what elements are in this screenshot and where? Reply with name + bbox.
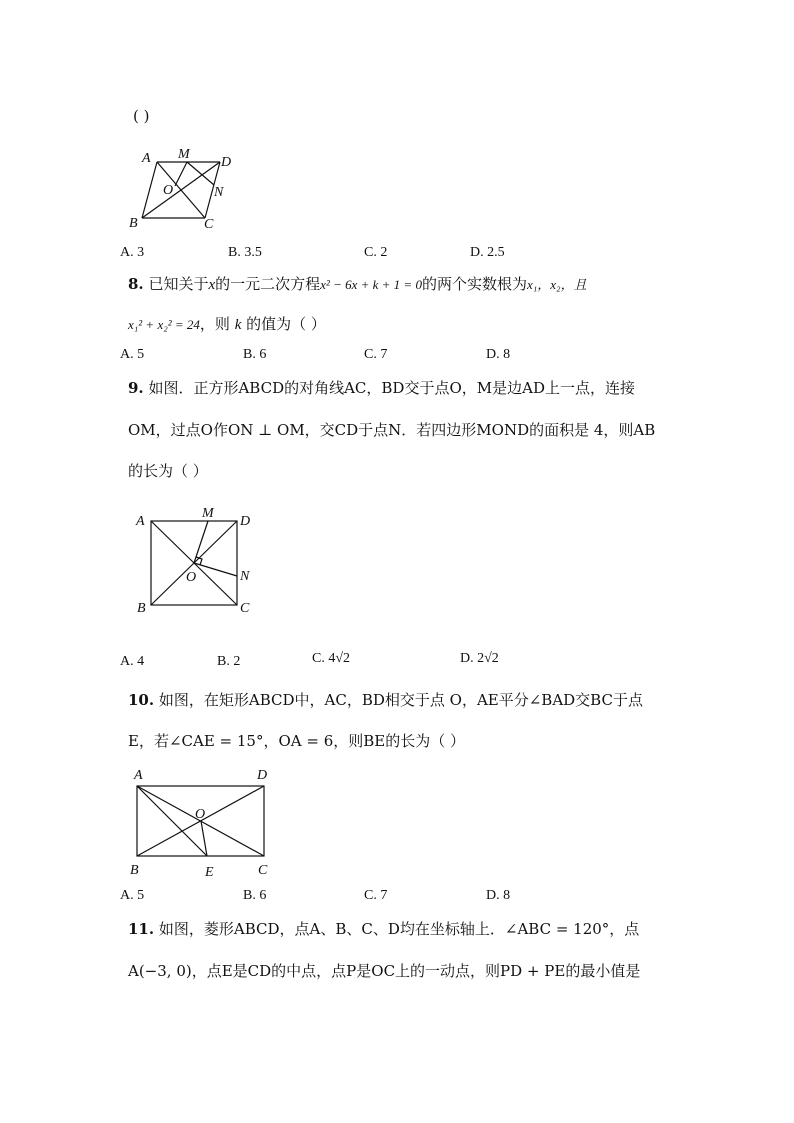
q9-number: 9. <box>128 379 144 397</box>
q8-line1 <box>128 274 587 295</box>
q8-condition: x₁² + x₂² = 24 <box>128 317 200 332</box>
q10-option-c[interactable]: C. 7 <box>364 888 388 903</box>
q8-text: 的值为（ ） <box>241 315 326 333</box>
q8-text: ，则 <box>199 315 235 333</box>
q9-label-m: M <box>202 506 214 521</box>
q9-option-a[interactable]: A. 4 <box>120 654 145 669</box>
q7-label-c: C <box>204 217 214 232</box>
q10-number: 10. <box>128 691 155 709</box>
q8-text: 的两个实数根为 <box>421 275 527 293</box>
q9-line1 <box>128 378 635 398</box>
q9-label-o: O <box>186 570 197 585</box>
q7-figure-parallelogram <box>120 140 250 235</box>
q7-diagonal-bd <box>142 162 220 218</box>
q10-option-a[interactable]: A. 5 <box>120 888 145 903</box>
q7-segment-mn <box>187 162 214 185</box>
q8-var-k: k <box>234 317 242 333</box>
q8-text: 的一元二次方程 <box>215 275 321 293</box>
q7-option-a[interactable]: A. 3 <box>120 245 145 260</box>
q10-label-c: C <box>258 863 268 878</box>
q9-label-n: N <box>240 569 250 584</box>
q8-line2 <box>128 314 326 335</box>
q7-side-ab <box>142 162 157 218</box>
q7-label-o: O <box>163 183 174 198</box>
q9-option-c[interactable]: C. 4√2 <box>312 651 351 666</box>
q9-text-line1: 如图．正方形ABCD的对角线AC，BD交于点O，M是边AD上一点，连接 <box>148 379 635 397</box>
q10-label-o: O <box>195 807 206 822</box>
q10-line1 <box>128 690 643 710</box>
q10-option-b[interactable]: B. 6 <box>243 888 267 903</box>
q10-figure-rectangle <box>125 762 285 884</box>
q7-segment-mo <box>175 162 187 186</box>
q9-text-line3: 的长为（ ） <box>128 462 208 480</box>
q8-option-b[interactable]: B. 6 <box>243 347 267 362</box>
q10-label-a: A <box>134 768 143 783</box>
q11-text-line2: A(−3, 0)，点E是CD的中点，点P是OC上的一动点，则PD + PE的最小值是 <box>128 962 641 980</box>
q8-number: 8. <box>128 275 144 293</box>
q9-label-d: D <box>240 514 251 529</box>
q10-label-d: D <box>257 768 268 783</box>
q7-label-d: D <box>221 155 232 170</box>
q9-label-b: B <box>137 601 146 616</box>
q8-equation: x² − 6x + k + 1 = 0 <box>320 277 422 292</box>
q7-label-b: B <box>129 216 138 231</box>
q10-label-e: E <box>205 865 214 880</box>
q10-option-d[interactable]: D. 8 <box>486 888 511 903</box>
q11-line1 <box>128 919 639 939</box>
q9-label-c: C <box>240 601 250 616</box>
q10-text-line1: 如图，在矩形ABCD中，AC，BD相交于点 O，AE平分∠BAD交BC于点 <box>158 691 643 709</box>
q8-option-d[interactable]: D. 8 <box>486 347 511 362</box>
q10-text-line2: E，若∠CAE = 15°，OA = 6，则BE的长为（ ） <box>128 732 465 750</box>
q7-label-m: M <box>178 147 190 162</box>
q7-answer-bracket: ( ) <box>133 107 150 125</box>
q8-option-c[interactable]: C. 7 <box>364 347 388 362</box>
q7-option-b[interactable]: B. 3.5 <box>228 245 262 260</box>
q10-label-b: B <box>130 863 139 878</box>
q7-label-n: N <box>214 185 224 200</box>
q8-var-x: x <box>208 277 216 293</box>
q9-option-d[interactable]: D. 2√2 <box>460 651 499 666</box>
q7-label-a: A <box>142 151 151 166</box>
q9-figure-square <box>130 500 270 620</box>
q11-number: 11. <box>128 920 155 938</box>
q8-option-a[interactable]: A. 5 <box>120 347 145 362</box>
q7-option-d[interactable]: D. 2.5 <box>470 245 505 260</box>
q8-text: 已知关于 <box>148 275 209 293</box>
q9-text-line2: OM，过点O作ON ⊥ OM，交CD于点N．若四边形MOND的面积是 4，则AB <box>128 421 656 439</box>
q7-option-c[interactable]: C. 2 <box>364 245 388 260</box>
q9-option-b[interactable]: B. 2 <box>217 654 241 669</box>
q8-roots: x₁，x₂，且 <box>526 277 587 292</box>
q11-text-line1: 如图，菱形ABCD，点A、B、C、D均在坐标轴上．∠ABC = 120°，点 <box>158 920 640 938</box>
q9-label-a: A <box>136 514 145 529</box>
